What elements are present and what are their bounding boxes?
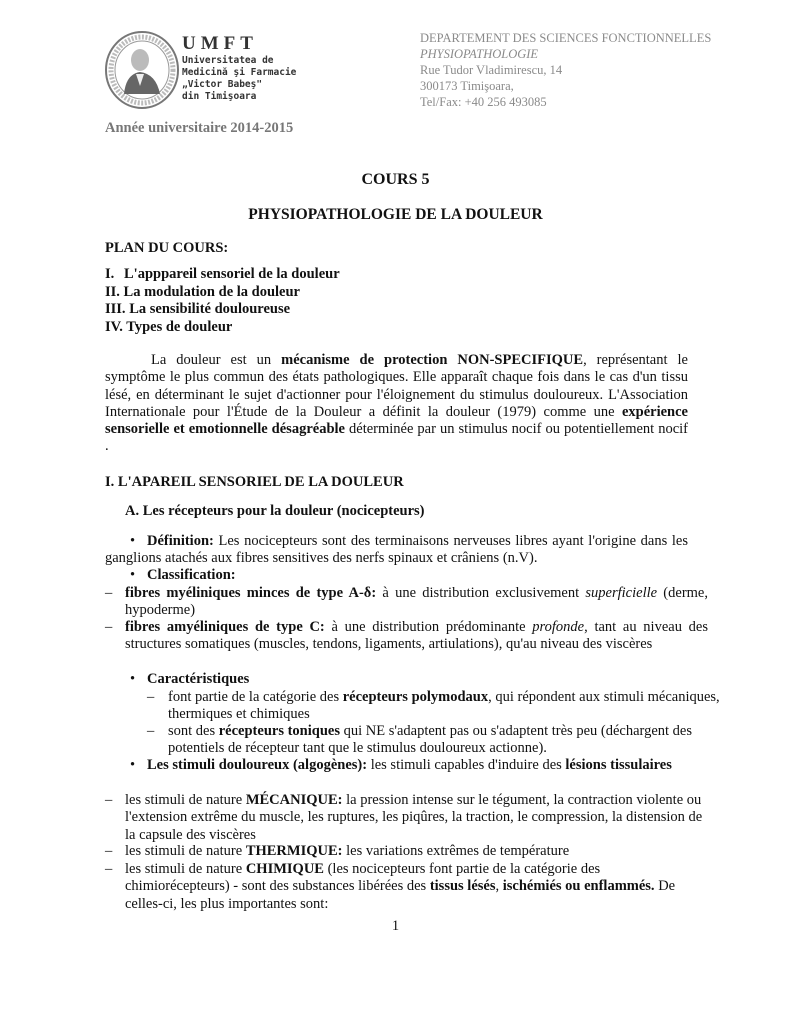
list-item: [105, 567, 730, 584]
text: à une distribution exclusivement: [376, 585, 586, 601]
list-item: [105, 861, 708, 913]
plan-item-label: L'apppareil sensoriel de la douleur: [124, 266, 340, 282]
bullet-icon: •: [130, 757, 136, 773]
course-title: PHYSIOPATHOLOGIE DE LA DOULEUR: [248, 206, 543, 223]
plan-item: [105, 266, 340, 284]
list-item: [105, 723, 751, 758]
university-line: Universitatea de: [182, 55, 274, 66]
bold-text: Classification:: [147, 567, 236, 583]
bold-text: THERMIQUE:: [245, 843, 343, 859]
university-abbr: UMFT: [182, 33, 258, 54]
phone-fax: Tel/Fax: +40 256 493085: [420, 95, 547, 109]
bold-text: fibres myéliniques minces de type A-δ:: [125, 585, 377, 601]
plan-item: [105, 301, 340, 319]
text: font partie de la catégorie des: [168, 689, 343, 705]
text: (derme, hypoderme): [125, 585, 708, 619]
bold-text: I. L'APAREIL SENSORIEL DE LA DOULEUR: [105, 474, 404, 490]
bold-text: Définition:: [147, 533, 214, 549]
text: les variations extrêmes de température: [342, 843, 570, 859]
italic-text: superficielle: [585, 585, 658, 601]
department-name: DEPARTEMENT DES SCIENCES FONCTIONNELLES: [420, 31, 712, 45]
text: les stimuli de nature: [125, 843, 246, 859]
course-number: COURS 5: [361, 171, 430, 188]
text: De celles-ci, les plus importantes sont:: [125, 878, 676, 912]
address-line: Rue Tudor Vladimirescu, 14: [420, 63, 563, 77]
university-name: [182, 33, 296, 103]
course-plan-list: [105, 266, 340, 336]
academic-year: Année universitaire 2014-2015: [105, 120, 294, 136]
bold-text: mécanisme de protection NON-SPECIFIQUE: [281, 352, 584, 368]
text: les stimuli de nature: [125, 792, 246, 808]
bold-text: A. Les récepteurs pour la douleur (nocicepteurs): [125, 503, 425, 519]
university-line: din Timişoara: [182, 91, 257, 102]
university-seal-logo: [104, 30, 180, 110]
text: , tant au niveau des structures somatiques (muscles, tendons, ligaments, artiulations), qu'au niveau des viscères: [125, 619, 708, 653]
text: déterminée par un stimulus nocif ou potentiellement nocif .: [105, 421, 688, 455]
list-item: [105, 689, 751, 724]
dash-marker: –: [105, 861, 113, 877]
intro-paragraph: [105, 352, 688, 456]
text: ,: [495, 878, 503, 895]
bold-text: Les stimuli douloureux (algogènes):: [147, 757, 368, 773]
bold-text: fibres amyéliniques de type C:: [125, 619, 325, 635]
bold-text: tissus lésés: [429, 878, 496, 895]
bold-text: récepteurs toniques: [218, 723, 340, 739]
discipline-name: PHYSIOPATHOLOGIE: [420, 47, 539, 61]
plan-item: [105, 319, 340, 337]
text: , qui répondent aux stimuli mécaniques, thermiques et chimiques: [168, 689, 720, 723]
section-heading: [105, 474, 688, 491]
page-number: 1: [391, 918, 400, 934]
section-heading: [105, 503, 708, 520]
plan-item-label: Types de douleur: [126, 318, 233, 335]
bullet-icon: •: [130, 671, 136, 687]
plan-item-number: IV.: [105, 318, 123, 335]
bold-text: Caractéristiques: [147, 671, 250, 687]
plan-item-number: I.: [105, 266, 115, 282]
list-item: [105, 533, 688, 568]
list-item: [105, 585, 708, 620]
bullet-icon: •: [130, 533, 136, 549]
address-line: 300173 Timişoara,: [420, 79, 514, 93]
text: les stimuli de nature: [125, 861, 246, 877]
dash-marker: –: [147, 723, 155, 739]
text: sont des: [168, 723, 219, 739]
list-item: [105, 757, 730, 774]
bold-text: CHIMIQUE: [245, 861, 324, 877]
plan-heading: PLAN DU COURS:: [105, 240, 229, 256]
list-item: [105, 671, 730, 688]
text: les stimuli capables d'induire des: [367, 757, 566, 773]
list-item: [105, 619, 708, 654]
bold-text: ischémiés ou enflammés.: [502, 878, 655, 895]
italic-text: profonde: [532, 619, 585, 635]
bold-text: récepteurs polymodaux: [342, 689, 489, 705]
plan-item-number: III.: [105, 301, 126, 317]
plan-item-label: La sensibilité douloureuse: [129, 301, 291, 317]
bold-text: lésions tissulaires: [565, 757, 672, 773]
university-line: „Victor Babeş": [182, 79, 263, 90]
text: , représentant le symptôme le plus commun des états pathologiques. Elle apparaît chaque fois dans le cas d'un tissu lésé, en déterminant le sujet d'actionner pour l'éloignement du stimulus douloureux. L'Association Internationale pour l'Étude de la Douleur a définit la douleur (1979) comme une: [105, 352, 688, 420]
text: à une distribution prédominante: [324, 619, 533, 635]
list-item: [105, 792, 708, 844]
university-line: Medicină şi Farmacie: [182, 67, 297, 78]
dash-marker: –: [105, 619, 113, 635]
text: la pression intense sur le tégument, la contraction violente ou l'extension extrême du muscle, les ruptures, les piqûres, la traction, le compression, la distension de la capsule des viscères: [125, 792, 703, 843]
text: Les nocicepteurs sont des terminaisons nerveuses libres ayant l'origine dans les ganglions atachés aux fibres sensitives des nerfs spinaux et crâniens (n.V).: [105, 533, 688, 567]
dash-marker: –: [147, 689, 155, 705]
dash-marker: –: [105, 585, 113, 601]
dash-marker: –: [105, 843, 113, 859]
bullet-icon: •: [130, 567, 136, 583]
dash-marker: –: [105, 792, 113, 808]
text: La douleur est un: [151, 352, 282, 368]
text: (les nocicepteurs font partie de la catégorie des chimiorécepteurs) - sont des substances libérées des: [125, 861, 601, 895]
list-item: [105, 843, 708, 860]
bold-text: MÉCANIQUE:: [245, 792, 343, 808]
text: qui NE s'adaptent pas ou s'adaptent très peu (déchargent des potentiels de récepteur tant que le stimulus douloureux actionne).: [168, 723, 693, 757]
plan-item-number: II.: [105, 283, 120, 300]
plan-item-label: La modulation de la douleur: [123, 283, 300, 300]
bold-text: expérience sensorielle et emotionnelle désagréable: [105, 403, 688, 438]
department-header: [420, 30, 711, 110]
plan-item: [105, 284, 340, 302]
